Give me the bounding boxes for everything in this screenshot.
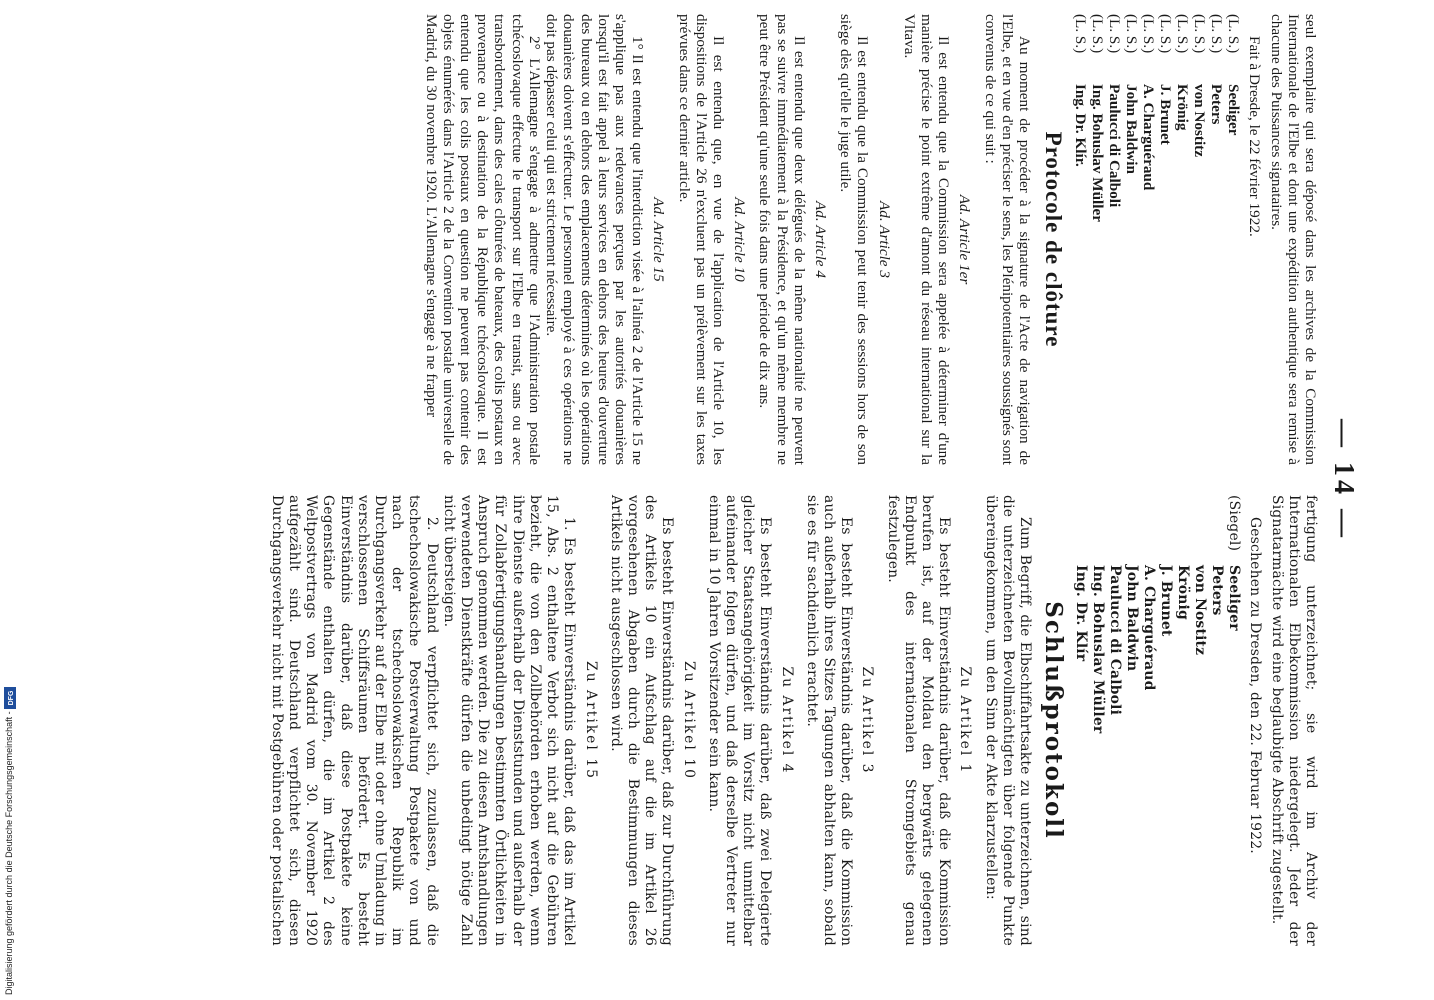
digitization-credit-text: Digitalisierung gefördert durch die Deutsche Forschungsgemeinschaft - xyxy=(4,711,14,995)
fr-signatory: (L. S.)Peters xyxy=(1208,14,1226,125)
fr-signatory: (L. S.)A. Charguéraud xyxy=(1140,14,1158,191)
fr-protocol-title: Protocole de clôture xyxy=(1041,131,1067,348)
de-signatory: Paulucci di Calboli xyxy=(1107,565,1124,716)
french-column xyxy=(268,14,1319,465)
fr-signatory: (L. S.)Seeliger xyxy=(1225,14,1243,136)
de-article-text: Es besteht Einverständnis darüber, daß zur Durchführung des Artikels 10 ein Aufschlag auf die im Artikel 26 vorgesehenen Abgaben durch die Bestimmungen dieses Artikels nicht ausgeschlossen wird. xyxy=(607,495,676,946)
bilingual-columns xyxy=(268,14,1319,946)
fr-signatory: (L. S.)Paulucci di Calboli xyxy=(1106,14,1124,208)
de-signatory: Krönig xyxy=(1175,565,1192,620)
fr-signatory: (L. S.)von Nostitz xyxy=(1191,14,1209,157)
fr-article-heading: Ad. Article 10 xyxy=(731,197,749,282)
de-article-15-paragraph-1: 1. Es besteht Einverständnis darüber, daß das im Artikel 15, Abs. 2 enthaltene Verbot sich nicht auf die Gebühren bezieht, die von den Zollbehörden erhoben werden, wenn ihre Dienste außerhalb der Dienststunden und außerhalb der für Zollabfertigungshandlungen bestimmten Örtlichkeiten in Anspruch genommen werden. Die zu diesen Amtshandlungen verwendeten Dienstkräfte dürfen die unbedingt nötige Zahl nicht übersteigen. xyxy=(440,495,578,946)
dfg-logo-icon xyxy=(4,687,16,709)
fr-signatory: (L. S.)John Baldwin xyxy=(1123,14,1141,174)
fr-article-heading: Ad. Article 3 xyxy=(875,201,893,278)
de-signatory: Peters xyxy=(1209,565,1226,616)
de-protocol-title: Schlußprotokoll xyxy=(1040,601,1068,840)
de-place-date: Geschehen zu Dresden, den 22. Februar 1922. xyxy=(1247,517,1264,854)
de-intro-paragraph: fertigung unterzeichnet; sie wird im Archiv der Internationalen Elbekommission niedergelegt. Jeder der Signatarmächte wird eine beglaubigte Abschrift zugestellt. xyxy=(1268,495,1319,946)
fr-signatory: (L. S.)Krönig xyxy=(1174,14,1192,131)
page-number: — 14 — xyxy=(1328,419,1359,541)
scanned-page xyxy=(17,0,1377,960)
fr-article-text: Il est entendu que deux délégués de la même nationalité ne peuvent pas se suivre immédiatement à la Présidence, et qu'un même membre ne peut être Président qu'une seule fois dans une période de dix ans. xyxy=(756,14,808,465)
fr-signatory: (L. S.)J. Brunet xyxy=(1157,14,1175,145)
de-signatory: J. Brunet xyxy=(1158,565,1175,637)
fr-article-text: Il est entendu que la Commission peut tenir des sessions hors de son siège dès qu'elle le juge utile. xyxy=(837,14,872,465)
de-seal-label: (Siegel) xyxy=(1226,495,1243,552)
de-article-text: Es besteht Einverständnis darüber, daß zwei Delegierte gleicher Staatsangehörigkeit im Vorsitz nicht unmittelbar aufeinander folgen dürfen, und daß derselbe Vertreter nur einmal in 10 Jahren Vorsitzender sein kann. xyxy=(705,495,774,946)
fr-article-heading: Ad. Article 1er xyxy=(956,194,974,285)
de-signatory: A. Charguéraud xyxy=(1141,565,1158,691)
de-article-heading: Zu Artikel 10 xyxy=(680,661,697,780)
de-article-15-heading: Zu Artikel 15 xyxy=(582,661,599,780)
fr-signatory: (L. S.)Ing. Dr. Klír. xyxy=(1072,14,1090,167)
de-protocol-intro: Zum Begriff, die Elbschiffahrtsakte zu unterzeichnen, sind die unterzeichneten Bevollmächtigten über folgende Punkte übereingekommen, um den Sinn der Akte klarzustellen: xyxy=(982,495,1033,946)
fr-article-15-paragraph-1: 1° Il est entendu que l'interdiction visée à l'alinéa 2 de l'Article 15 ne s'applique pas aux redevances perçues par les autorités douanières lorsqu'il est fait appel à leurs services en dehors des heures d'ouverture des bureaux ou en dehors des emplacements déterminés où les opérations douanières doivent s'effectuer. Le personnel employé à ces opérations ne doit pas dépasser celui qui est strictement nécessaire. xyxy=(543,14,647,465)
de-signatory: Ing. Bohuslav Müller xyxy=(1090,565,1107,734)
de-article-text: Es besteht Einverständnis darüber, daß die Kommission auch außerhalb ihres Sitzes Tagungen abhalten kann, sobald sie es für sachdienlich erachtet. xyxy=(803,495,855,946)
digitization-credit xyxy=(2,600,18,995)
german-column xyxy=(268,495,1319,946)
fr-intro-paragraph: seul exemplaire qui sera déposé dans les archives de la Commission Internationale de l'Elbe et dont une expédition authentique sera remise à chacune des Puissances signataires. xyxy=(1267,14,1319,465)
fr-signatory-list xyxy=(1072,14,1242,465)
fr-article-15-paragraph-2: 2° L'Allemagne s'engage à admettre que l'Administration postale tchécoslovaque effectue le transport sur l'Elbe en transit, sans ou avec transbordement, dans des cales clôturées de bateaux, des colis postaux en provenance ou à destination de la République tchécoslovaque. Il est entendu que les colis postaux en question ne peuvent pas contenir des objets énumérés dans l'Article 2 de la Convention postale universelle de Madrid, du 30 novembre 1920. L'Allemagne s'engage à ne frapper xyxy=(422,14,543,465)
fr-protocol-intro: Au moment de procéder à la signature de l'Acte de navigation de l'Elbe, et en vue d'en préciser le sens, les Plénipotentiaires soussignés sont convenus de ce qui suit : xyxy=(981,14,1033,465)
de-article-heading: Zu Artikel 4 xyxy=(778,666,795,775)
fr-signatory: (L. S.)Ing. Bohuslav Müller xyxy=(1089,14,1107,222)
de-article-heading: Zu Artikel 3 xyxy=(859,666,876,775)
de-article-15-paragraph-2: 2. Deutschland verpflichtet sich, zuzulassen, daß die tschechoslowakische Postverwaltung Postpakete von und nach der tschechoslowakischen Republik im Durchgangsverkehr auf der Elbe mit oder ohne Umladung in verschlossenen Schiffsräumen befördert. Es besteht Einverständnis darüber, daß diese Postpakete keine Gegenstände enthalten dürfen, die im Artikel 2 des Weltpostvertrags von Madrid vom 30. November 1920 aufgezählt sind. Deutschland verpflichtet sich, diesen Durchgangsverkehr nicht mit Postgebühren oder postalischen xyxy=(268,495,440,946)
de-signatory-list xyxy=(1072,495,1242,946)
de-signatory: (Siegel)Seeliger xyxy=(1226,495,1243,631)
de-article-text: Es besteht Einverständnis darüber, daß die Kommission berufen ist, auf der Moldau den bergwärts gelegenen Endpunkt des internationalen Stromgebiets genau festzulegen. xyxy=(884,495,953,946)
fr-article-15-heading: Ad. Article 15 xyxy=(650,197,668,282)
dfg-logo-text: DFG xyxy=(7,690,15,706)
de-signatory: von Nostitz xyxy=(1192,565,1209,656)
de-article-heading: Zu Artikel 1 xyxy=(957,666,974,775)
fr-place-date: Fait à Dresde, le 22 février 1922. xyxy=(1246,36,1264,237)
de-signatory: John Baldwin xyxy=(1124,565,1141,672)
de-signatory: Ing. Dr. Klír xyxy=(1073,565,1090,662)
fr-article-text: Il est entendu que la Commission sera appelée à déterminer d'une manière précise le point extrême d'amont du réseau international sur la Vltava. xyxy=(900,14,953,465)
fr-article-heading: Ad. Article 4 xyxy=(811,201,829,278)
fr-article-text: Il est entendu que, en vue de l'application de l'Article 10, les dispositions de l'Article 26 n'excluent pas un prélèvement sur les taxes prévues dans ce dernier article. xyxy=(675,14,727,465)
